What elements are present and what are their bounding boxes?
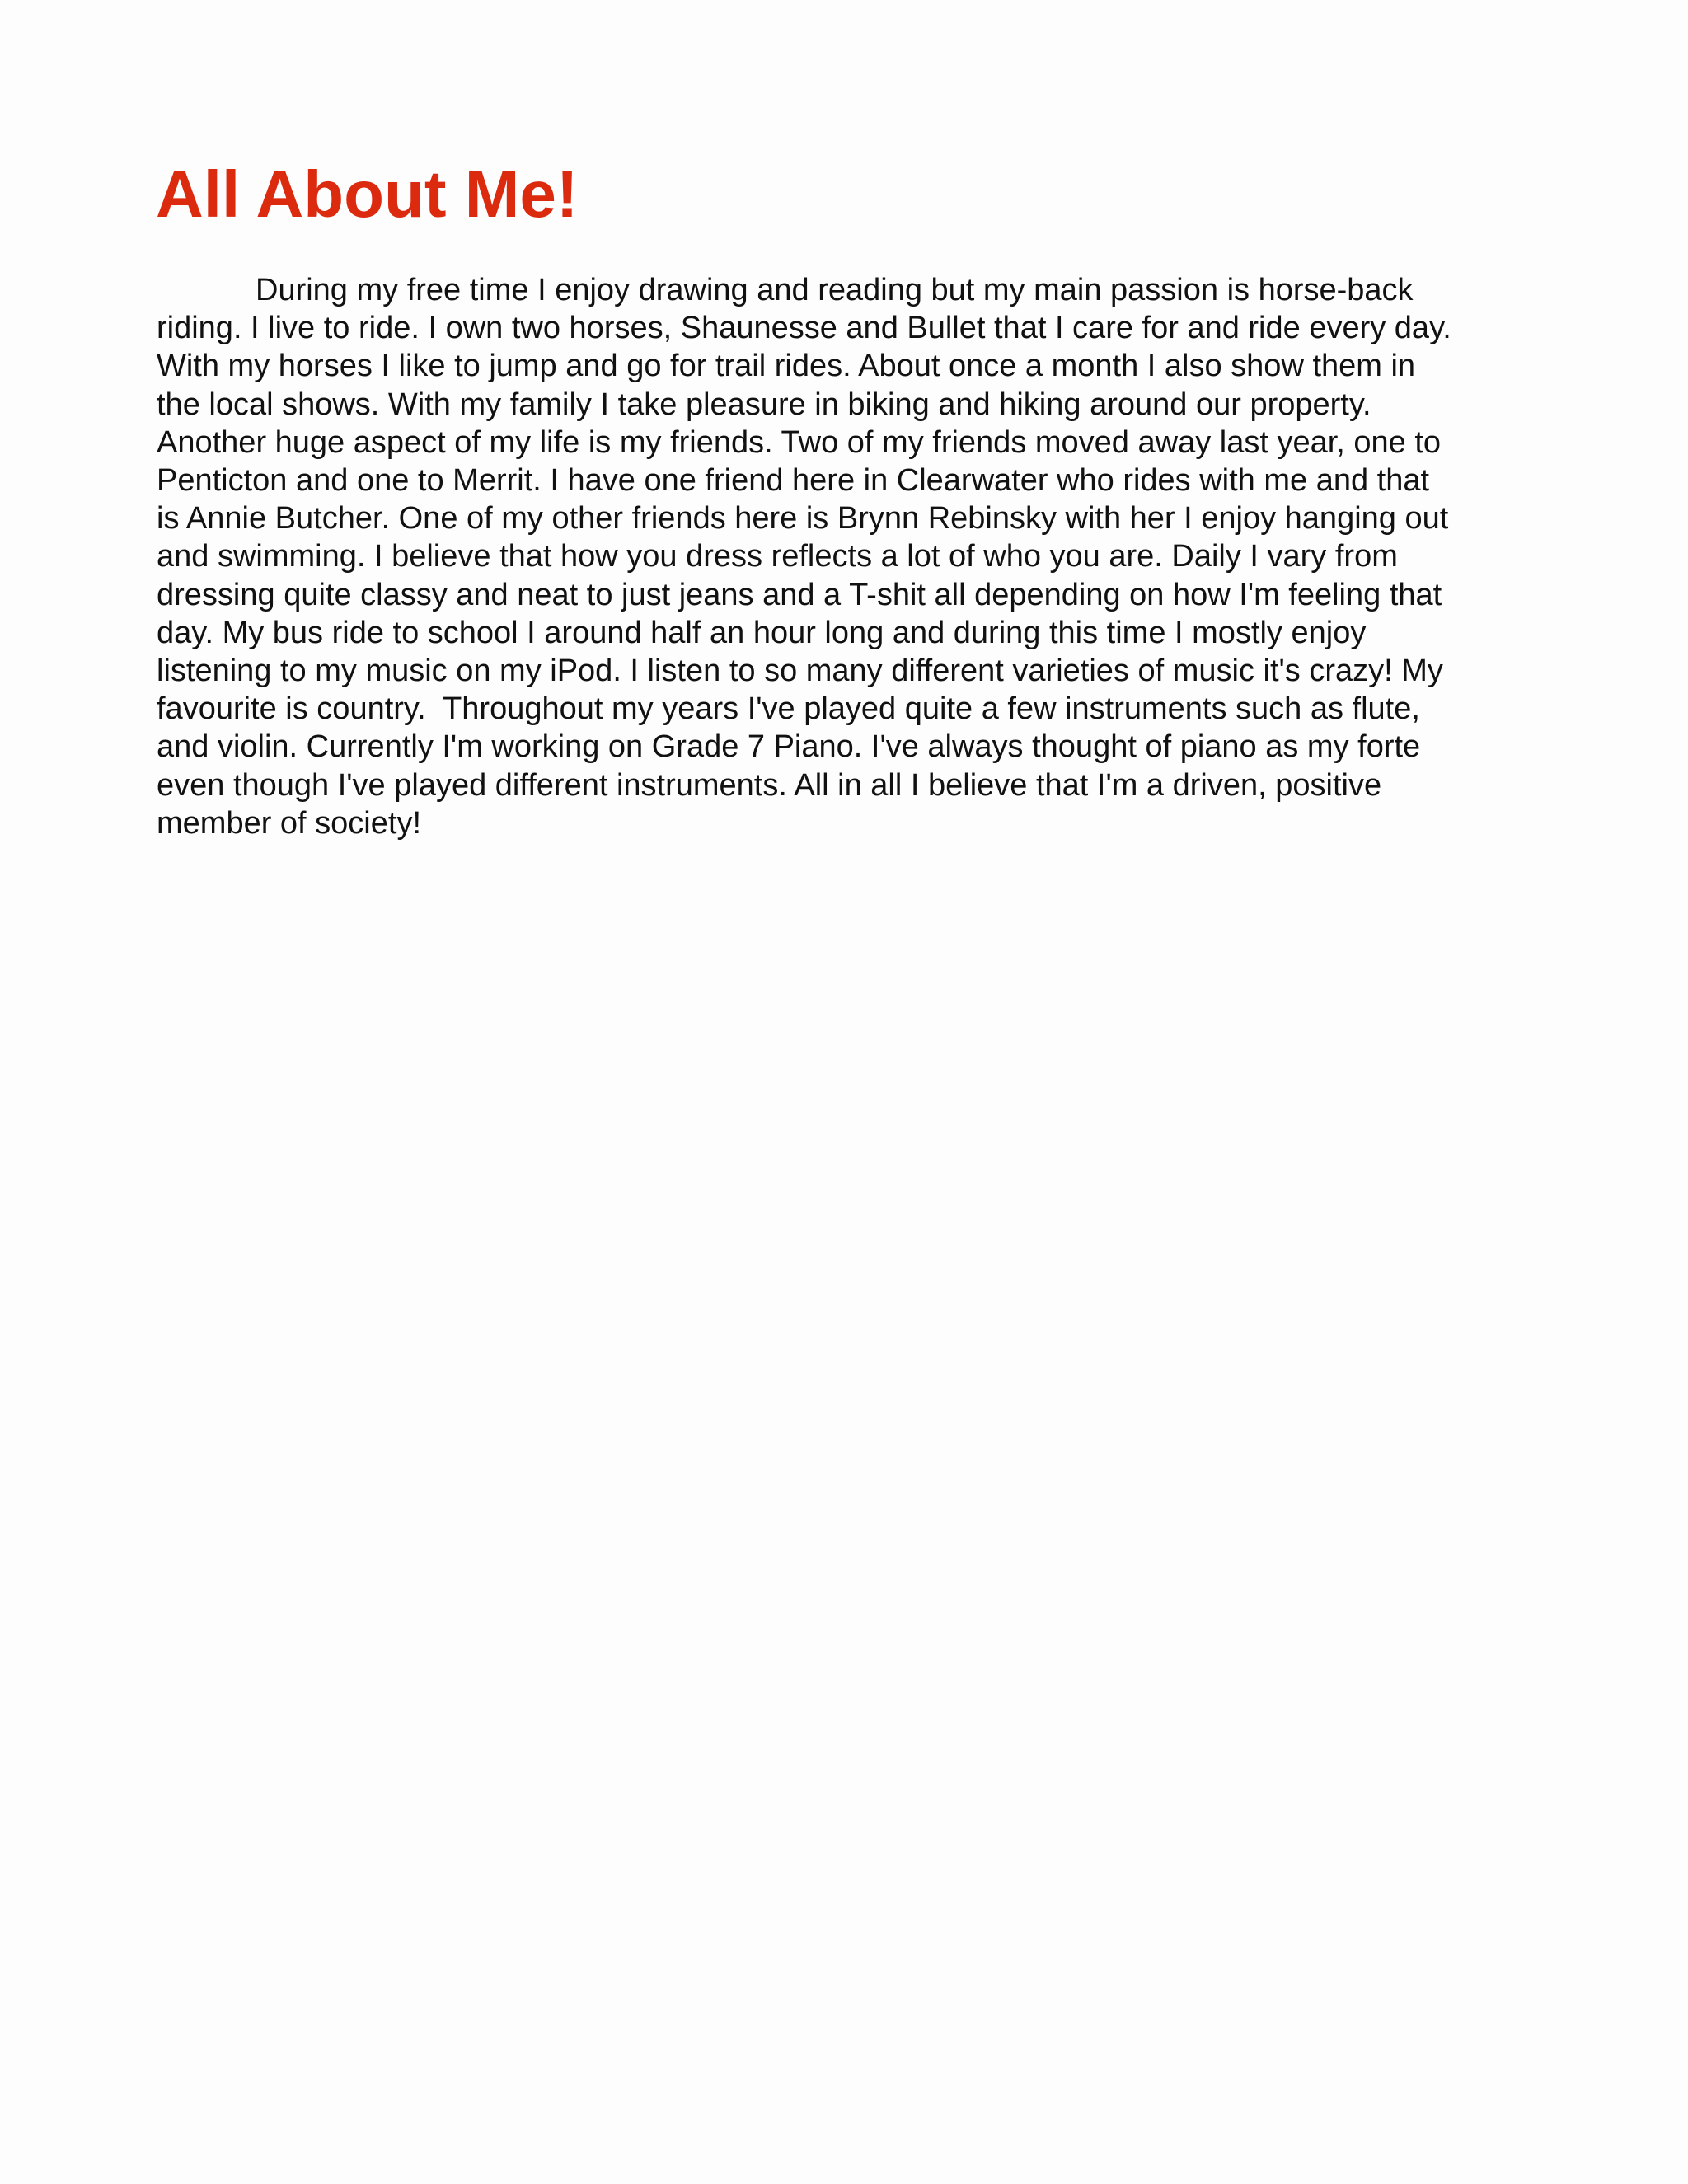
paragraph-line: With my horses I like to jump and go for trail rides. About once a month I also show them in [157, 349, 1416, 384]
paragraph-line: dressing quite classy and neat to just jeans and a T-shit all depending on how I'm feeling that [157, 577, 1442, 612]
body-paragraph [157, 271, 1541, 842]
paragraph-line: Another huge aspect of my life is my friends. Two of my friends moved away last year, one to [157, 424, 1442, 460]
paragraph-line: listening to my music on my iPod. I listen to so many different varieties of music it's crazy! My [157, 654, 1443, 689]
paragraph-line: is Annie Butcher. One of my other friends here is Brynn Rebinsky with her I enjoy hanging out [157, 501, 1449, 537]
paragraph-line: During my free time I enjoy drawing and reading but my main passion is horse-back [256, 273, 1414, 307]
paragraph-line: even though I've played different instruments. All in all I believe that I'm a driven, positive [157, 767, 1382, 803]
paragraph-line: and swimming. I believe that how you dress reflects a lot of who you are. Daily I vary from [157, 539, 1398, 574]
page-title: All About Me! [156, 157, 579, 231]
paragraph-line: the local shows. With my family I take pleasure in biking and hiking around our property. [157, 387, 1372, 422]
paragraph-line: day. My bus ride to school I around half an hour long and during this time I mostly enjoy [157, 615, 1367, 650]
paragraph-line: favourite is country. Throughout my years I've played quite a few instruments such as flute, [157, 691, 1420, 727]
paragraph-line: member of society! [157, 805, 421, 841]
paragraph-line: Penticton and one to Merrit. I have one friend here in Clearwater who rides with me and that [157, 463, 1430, 499]
paragraph-line: riding. I live to ride. I own two horses, Shaunesse and Bullet that I care for and ride every day. [157, 311, 1451, 346]
paragraph-line: and violin. Currently I'm working on Grade 7 Piano. I've always thought of piano as my forte [157, 729, 1421, 765]
